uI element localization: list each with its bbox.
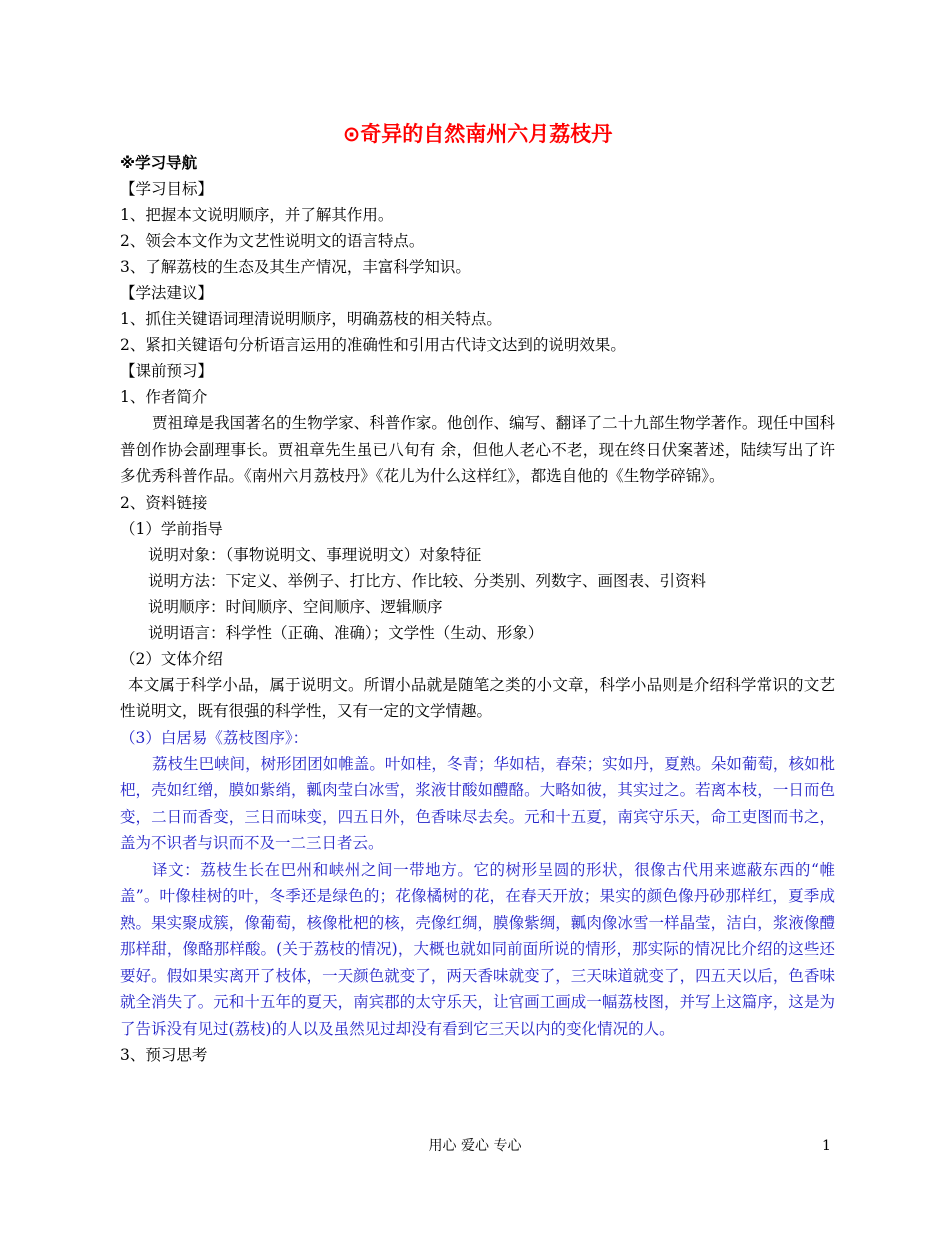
methods-header: 【学法建议】 [120, 284, 214, 302]
goal-item: 3、了解荔枝的生态及其生产情况，丰富科学知识。 [120, 258, 471, 276]
genre-heading: （2）文体介绍 [120, 649, 223, 668]
baijuyi-heading: （3）白居易《荔枝图序》： [120, 728, 309, 747]
guide-item: 说明顺序：时间顺序、空间顺序、逻辑顺序 [148, 597, 443, 616]
guide-item: 说明对象：（事物说明文、事理说明文）对象特征 [148, 545, 482, 564]
guide-item: 说明方法：下定义、举例子、打比方、作比较、分类别、列数字、画图表、引资料 [148, 571, 707, 590]
method-item: 1、抓住关键语词理清说明顺序，明确荔枝的相关特点。 [120, 310, 502, 328]
document-page [120, 118, 835, 1068]
author-heading: 1、作者简介 [120, 388, 208, 406]
section-guide: ※学习导航 [120, 154, 198, 172]
genre-paragraph: 本文属于科学小品，属于说明文。所谓小品就是随笔之类的小文章，科学小品则是介绍科学常识的文艺性说明文，既有很强的科学性，又有一定的文学情趣。 [120, 675, 835, 720]
guide-item: 说明语言：科学性（正确、准确）；文学性（生动、形象） [148, 623, 544, 642]
page-number: 1 [822, 1138, 831, 1154]
guide-heading: （1）学前指导 [120, 519, 223, 538]
author-paragraph: 贾祖璋是我国著名的生物学家、科普作家。他创作、编写、翻译了二十九部生物学著作。现任中国科普创作协会副理事长。贾祖章先生虽已八旬有 余，但他人老心不老，现在终日伏案著述，陆续写出了许多优秀科普作品。《南州六月荔枝丹》《花儿为什么这样红》，都选自他的《生物学碎锦》。 [120, 414, 835, 485]
goal-item: 2、领会本文作为文艺性说明文的语言特点。 [120, 232, 425, 250]
preview-header: 【课前预习】 [120, 362, 214, 380]
think-heading: 3、预习思考 [120, 1046, 208, 1064]
goals-header: 【学习目标】 [120, 180, 214, 198]
page-title: ⊙奇异的自然南州六月荔枝丹 [342, 122, 613, 146]
resource-heading: 2、资料链接 [120, 493, 208, 512]
baijuyi-paragraph: 荔枝生巴峡间，树形团团如帷盖。叶如桂，冬青；华如桔，春荣；实如丹，夏熟。朵如葡萄，核如枇杷，壳如红缯，膜如紫绡，瓤肉莹白冰雪，浆液甘酸如醴酪。大略如彼，其实过之。若离本枝，一日而色变，二日而香变，三日而味变，四五日外，色香味尽去矣。元和十五夏，南宾守乐天，命工吏图而书之，盖为不识者与识而不及一二三日者云。 [120, 754, 835, 852]
method-item: 2、紧扣关键语句分析语言运用的准确性和引用古代诗文达到的说明效果。 [120, 336, 626, 354]
footer-text: 用心 爱心 专心 [428, 1138, 522, 1154]
translation-paragraph: 译文：荔枝生长在巴州和峡州之间一带地方。它的树形呈圆的形状，很像古代用来遮蔽东西的“帷盖”。叶像桂树的叶，冬季还是绿色的；花像橘树的花，在春天开放；果实的颜色像丹砂那样红，夏季成熟。果实聚成簇，像葡萄，核像枇杷的核，壳像红绸，膜像紫绸，瓤肉像冰雪一样晶莹，洁白，浆液像醴那样甜，像酪那样酸。(关于荔枝的情况)，大概也就如同前面所说的情形，那实际的情况比介绍的这些还要好。假如果实离开了枝体，一天颜色就变了，两天香味就变了，三天味道就变了，四五天以后，色香味就全消失了。元和十五年的夏天，南宾郡的太守乐天，让官画工画成一幅荔枝图，并写上这篇序，这是为了告诉没有见过(荔枝)的人以及虽然见过却没有看到它三天以内的变化情况的人。 [120, 860, 835, 1038]
goal-item: 1、把握本文说明顺序，并了解其作用。 [120, 206, 394, 224]
